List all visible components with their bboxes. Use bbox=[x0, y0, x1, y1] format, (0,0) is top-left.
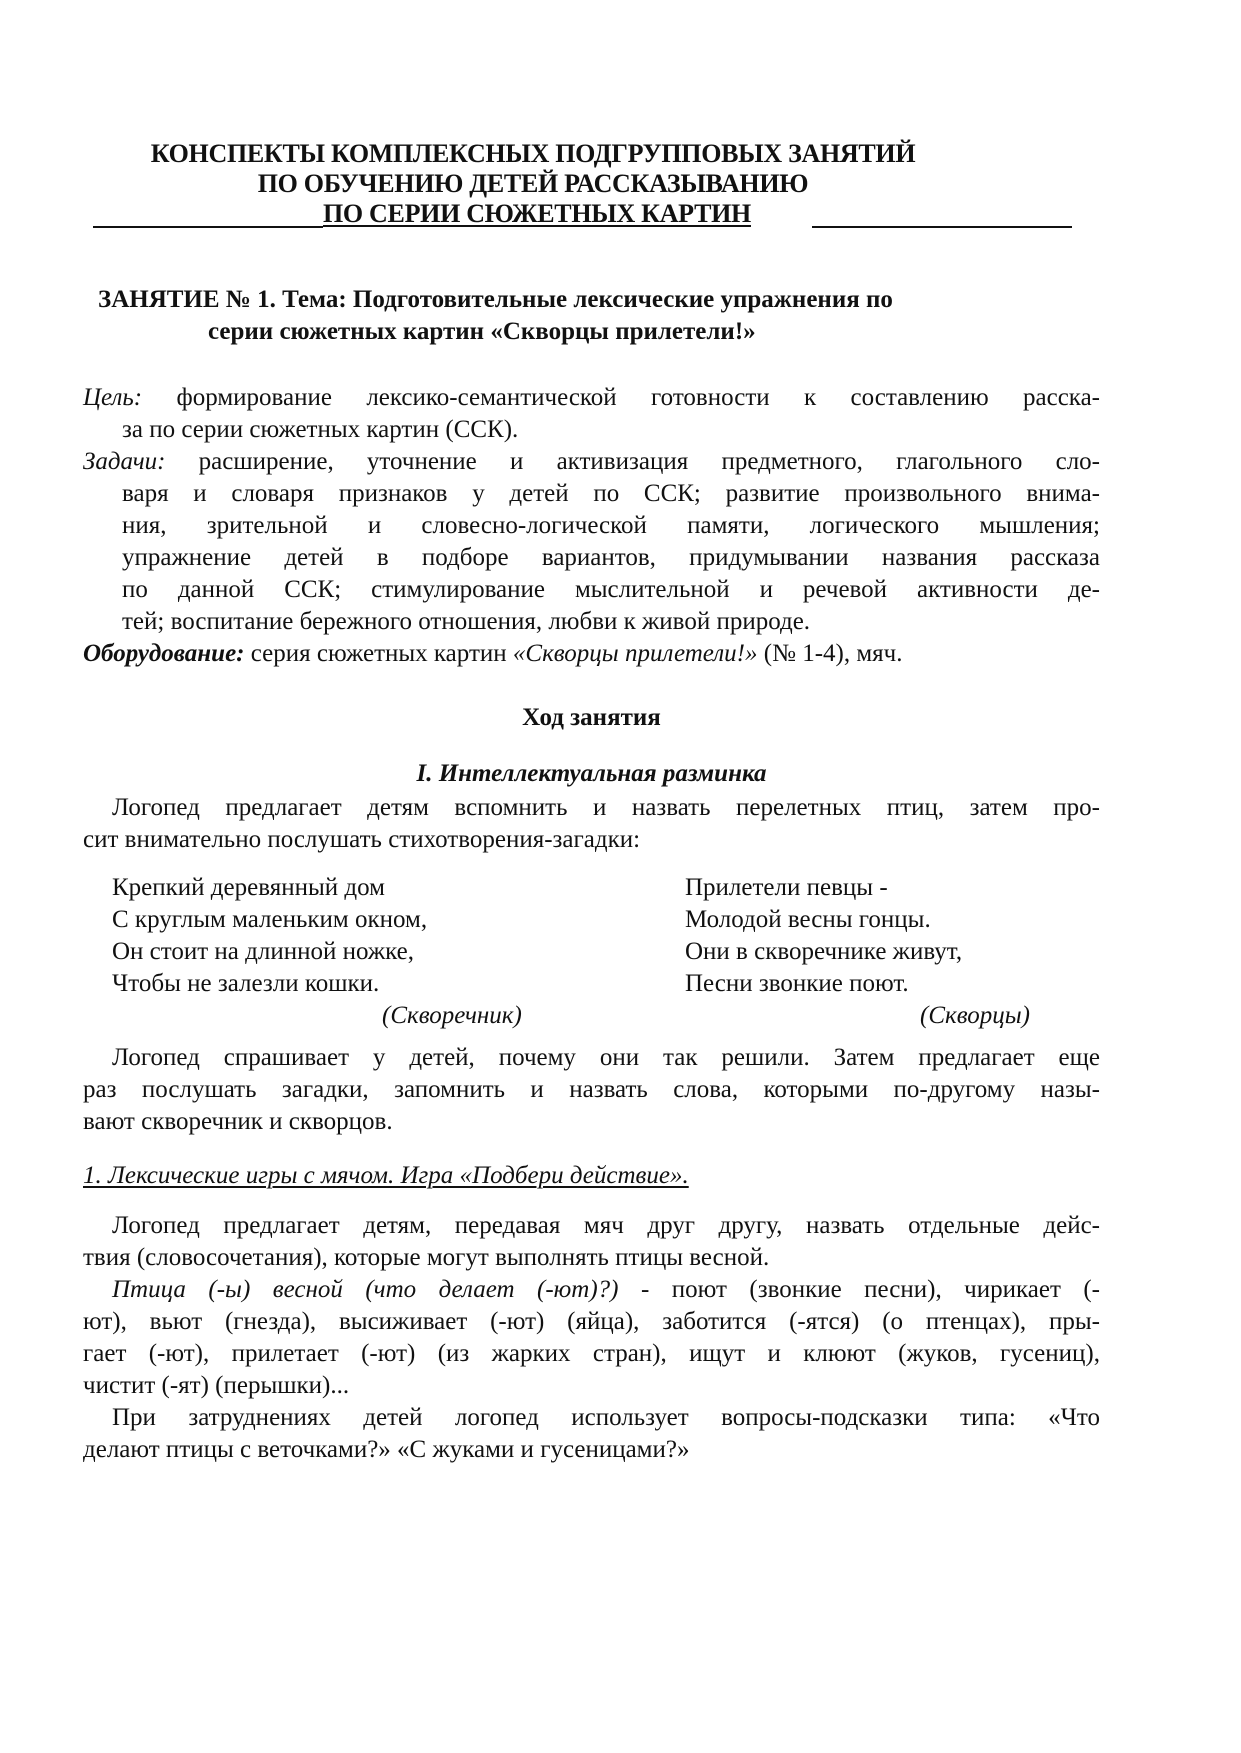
hints-line-1: При затруднениях детей логопед использует вопросы-подсказки типа: «Что bbox=[112, 1404, 1100, 1431]
doc-title-line-1: КОНСПЕКТЫ КОМПЛЕКСНЫХ ПОДГРУППОВЫХ ЗАНЯТИЙ bbox=[150, 139, 916, 168]
game-intro-line-2: твия (словосочетания), которые могут выполнять птицы весной. bbox=[83, 1244, 770, 1271]
game-question: Птица (-ы) весной (что делает (-ют)?) bbox=[112, 1276, 619, 1303]
intro-line-1: Логопед предлагает детям вспомнить и назвать перелетных птиц, затем про- bbox=[112, 794, 1100, 821]
riddle-1-line: Чтобы не залезли кошки. bbox=[112, 970, 380, 997]
section-2-heading-text: 1. Лексические игры с мячом. Игра «Подбери действие». bbox=[83, 1162, 689, 1189]
riddle-2-line: Прилетели певцы - bbox=[685, 874, 888, 901]
course-heading: Ход занятия bbox=[522, 704, 661, 731]
equipment-label: Оборудование: bbox=[83, 640, 245, 667]
game-answer-line-4: чистит (-ят) (перышки)... bbox=[83, 1372, 350, 1399]
goal-text-1: формирование лексико-семантической готовности к составлению расска- bbox=[142, 384, 1100, 411]
after-riddles-line-2: раз послушать загадки, запомнить и назвать слова, которыми по-другому назы- bbox=[83, 1076, 1100, 1103]
doc-title-line-2: ПО ОБУЧЕНИЮ ДЕТЕЙ РАССКАЗЫВАНИЮ bbox=[257, 169, 809, 198]
tasks-line-4: упражнение детей в подборе вариантов, придумывании названия рассказа bbox=[122, 544, 1100, 571]
after-riddles-line-3: вают скворечник и скворцов. bbox=[83, 1108, 393, 1135]
hints-line-2: делают птицы с веточками?» «С жуками и гусеницами?» bbox=[83, 1436, 690, 1463]
goal-label: Цель: bbox=[83, 384, 143, 411]
goal-line-1 bbox=[83, 382, 1100, 414]
riddle-1-line: Он стоит на длинной ножке, bbox=[112, 938, 415, 965]
lesson-heading-line-2: серии сюжетных картин «Скворцы прилетели!» bbox=[208, 318, 756, 345]
title-rule-left bbox=[93, 226, 323, 228]
game-answer-line-3: гает (-ют), прилетает (-ют) (из жарких стран), ищут и клюют (жуков, гусениц), bbox=[83, 1340, 1100, 1367]
riddle-1 bbox=[112, 872, 427, 1000]
title-rule-right bbox=[812, 226, 1072, 228]
section-1-heading: I. Интеллектуальная разминка bbox=[416, 760, 767, 787]
tasks-text-1: расширение, уточнение и активизация предметного, глагольного сло- bbox=[165, 448, 1100, 475]
riddle-1-answer: (Скворечник) bbox=[382, 1002, 522, 1029]
tasks-line-5: по данной ССК; стимулирование мыслительной и речевой активности де- bbox=[122, 576, 1100, 603]
intro-line-2: сит внимательно послушать стихотворения-загадки: bbox=[83, 826, 641, 853]
after-riddles-line-1: Логопед спрашивает у детей, почему они так решили. Затем предлагает еще bbox=[112, 1044, 1100, 1071]
tasks-line-6: тей; воспитание бережного отношения, любви к живой природе. bbox=[122, 608, 811, 635]
equipment-line bbox=[83, 638, 1100, 670]
riddle-2-line: Они в скворечнике живут, bbox=[685, 938, 963, 965]
game-answer-text-1: - поют (звонкие песни), чирикает (- bbox=[618, 1276, 1100, 1303]
tasks-line-2: варя и словаря признаков у детей по ССК; развитие произвольного внима- bbox=[122, 480, 1100, 507]
riddle-2-line: Песни звонкие поют. bbox=[685, 970, 909, 997]
riddle-2-line: Молодой весны гонцы. bbox=[685, 906, 931, 933]
riddle-1-line: Крепкий деревянный дом bbox=[112, 874, 385, 901]
riddle-2-answer: (Скворцы) bbox=[920, 1002, 1030, 1029]
game-intro-line-1: Логопед предлагает детям, передавая мяч друг другу, назвать отдельные дейс- bbox=[112, 1212, 1100, 1239]
section-2-heading bbox=[83, 1160, 1100, 1192]
tasks-line-1 bbox=[83, 446, 1100, 478]
game-answer-line-1 bbox=[112, 1274, 1100, 1306]
riddle-1-line: С круглым маленьким окном, bbox=[112, 906, 428, 933]
doc-title-line-3 bbox=[323, 198, 843, 230]
doc-title-line-3-text: ПО СЕРИИ СЮЖЕТНЫХ КАРТИН bbox=[323, 199, 751, 228]
lesson-heading-line-1: ЗАНЯТИЕ № 1. Тема: Подготовительные лексические упражнения по bbox=[98, 286, 893, 313]
goal-line-2: за по серии сюжетных картин (ССК). bbox=[122, 416, 519, 443]
equipment-text: серия сюжетных картин bbox=[244, 640, 513, 667]
game-answer-line-2: ют), вьют (гнезда), высиживает (-ют) (яйца), заботится (-ятся) (о птенцах), пры- bbox=[83, 1308, 1100, 1335]
tasks-label: Задачи: bbox=[83, 448, 166, 475]
equipment-series-title: «Скворцы прилетели!» bbox=[512, 640, 758, 667]
equipment-text-after: (№ 1-4), мяч. bbox=[757, 640, 903, 667]
tasks-line-3: ния, зрительной и словесно-логической памяти, логического мышления; bbox=[122, 512, 1100, 539]
riddle-2 bbox=[685, 872, 962, 1000]
